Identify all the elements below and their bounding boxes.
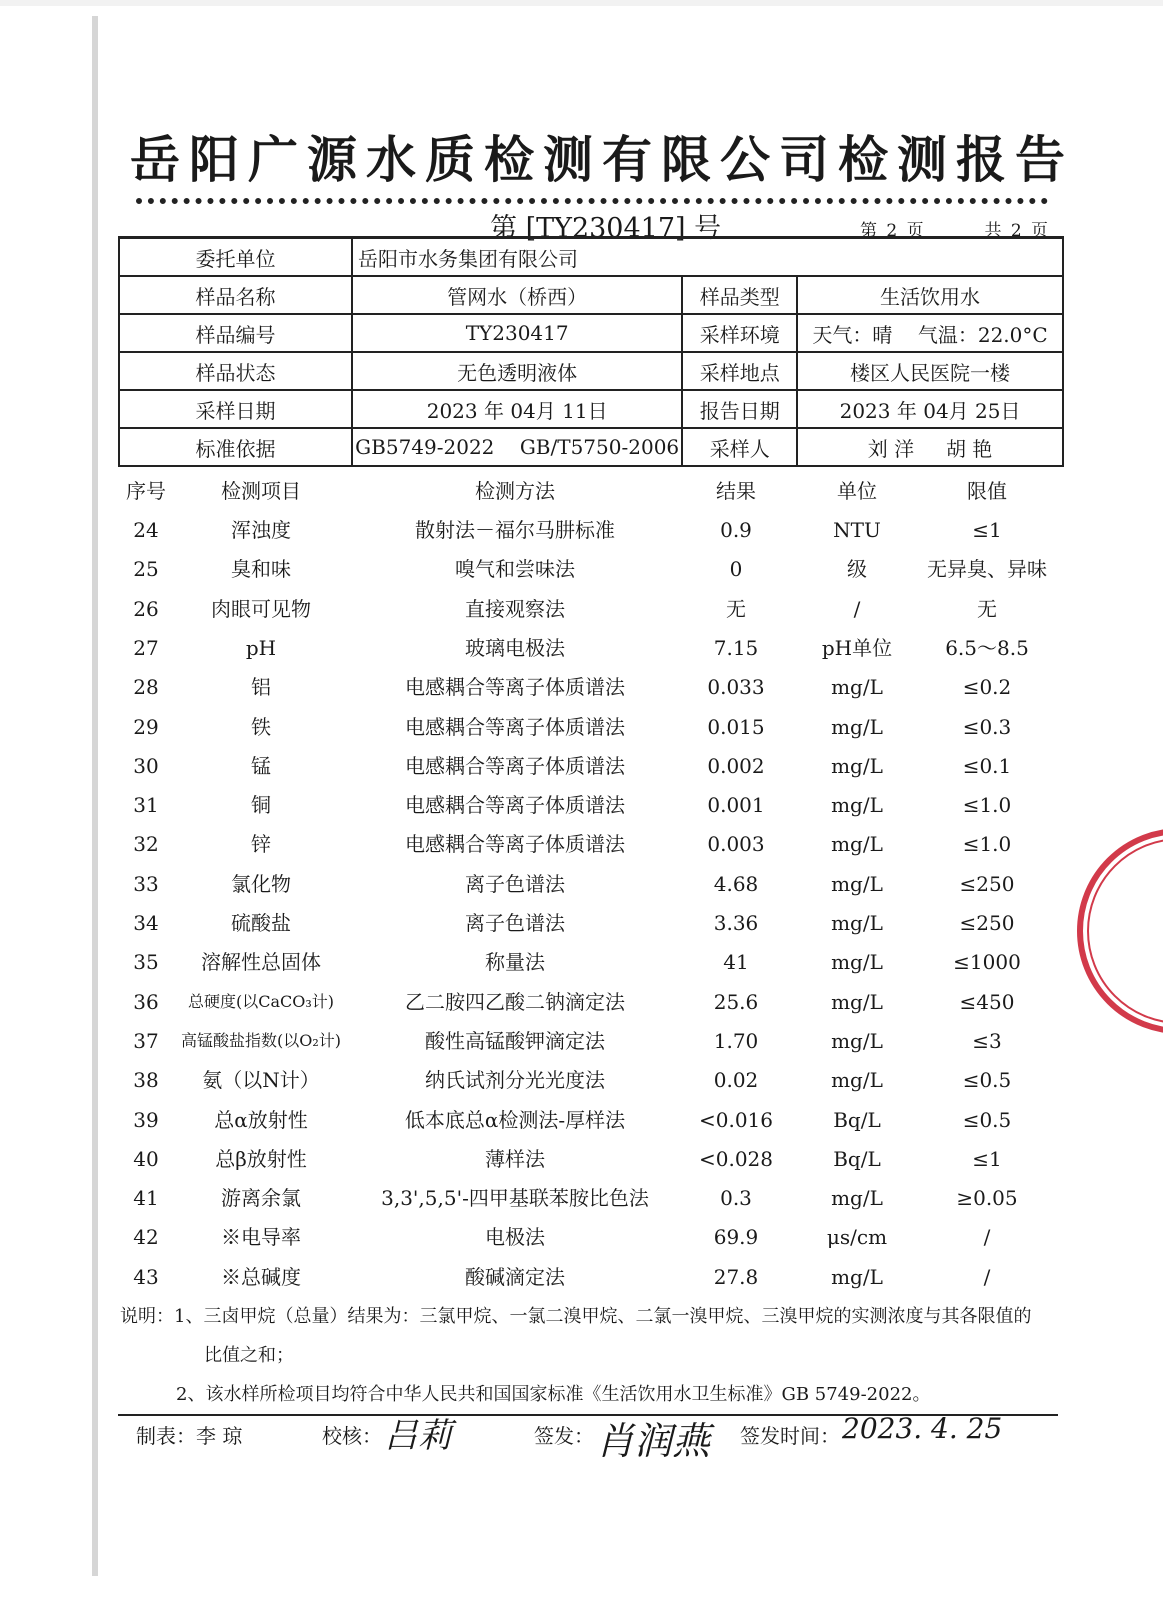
location-label: 采样地点 xyxy=(682,352,797,390)
sample-no-value: TY230417 xyxy=(352,314,682,352)
cell-unit: mg/L xyxy=(831,1186,883,1211)
page-total: 共 2 页 xyxy=(984,221,1051,241)
cell-unit: μs/cm xyxy=(826,1225,888,1250)
cell-seq: 29 xyxy=(133,714,159,739)
cell-unit: mg/L xyxy=(831,793,883,818)
cell-item: 溶解性总固体 xyxy=(201,950,321,975)
meta-row xyxy=(119,238,1063,277)
cell-method: 纳氏试剂分光光度法 xyxy=(425,1068,605,1093)
meta-row xyxy=(119,314,1063,352)
cell-result: 0.3 xyxy=(720,1186,752,1211)
cell-method: 电感耦合等离子体质谱法 xyxy=(405,832,625,857)
company-seal-icon xyxy=(1070,826,1163,1036)
issued-signature: 肖润燕 xyxy=(596,1419,711,1463)
cell-unit: mg/L xyxy=(831,911,883,935)
cell-unit: mg/L xyxy=(831,714,883,739)
cell-method: 电感耦合等离子体质谱法 xyxy=(405,714,625,739)
scan-fold-line xyxy=(92,16,98,1576)
cell-method: 离子色谱法 xyxy=(465,871,565,896)
header-seq: 序号 xyxy=(126,479,166,503)
cell-item: 臭和味 xyxy=(231,557,291,582)
cell-result: 无 xyxy=(726,596,746,621)
note-line-1: 说明：1、三卤甲烷（总量）结果为：三氯甲烷、一氯二溴甲烷、二氯一溴甲烷、三溴甲烷的实测浓度与其各限值的 xyxy=(120,1306,1032,1327)
cell-result: 0.015 xyxy=(707,714,765,739)
title-dotted-divider xyxy=(136,198,1048,204)
cell-result: 27.8 xyxy=(713,1264,759,1289)
cell-result: 0.002 xyxy=(707,753,765,778)
sample-date-value: 2023 年 04月 11日 xyxy=(352,390,682,428)
cell-seq: 28 xyxy=(133,675,159,700)
env-label: 采样环境 xyxy=(682,314,797,352)
issue-time-value: 2023. 4. 25 xyxy=(842,1412,1003,1445)
cell-method: 电极法 xyxy=(485,1225,545,1250)
sample-type-value: 生活饮用水 xyxy=(797,276,1063,314)
cell-result: <0.028 xyxy=(698,1146,773,1171)
report-title: 岳阳广源水质检测有限公司检测报告 xyxy=(130,131,1074,189)
cell-seq: 31 xyxy=(133,793,159,818)
cell-item: 氨（以N计） xyxy=(202,1068,320,1093)
cell-unit: mg/L xyxy=(831,675,883,700)
cell-method: 嗅气和尝味法 xyxy=(455,557,575,582)
meta-row xyxy=(119,428,1063,466)
cell-unit: mg/L xyxy=(831,950,883,975)
cell-method: 酸碱滴定法 xyxy=(465,1264,565,1289)
report-date-value: 2023 年 04月 25日 xyxy=(797,390,1063,428)
cell-result: 0.003 xyxy=(707,832,765,857)
cell-seq: 43 xyxy=(133,1264,159,1289)
meta-row xyxy=(119,352,1063,390)
cell-limit: ≤0.5 xyxy=(962,1107,1012,1132)
cell-limit: ≤450 xyxy=(959,989,1015,1014)
cell-seq: 24 xyxy=(133,518,159,542)
state-value: 无色透明液体 xyxy=(352,352,682,390)
cell-seq: 25 xyxy=(133,557,159,582)
standard-label: 标准依据 xyxy=(119,428,352,466)
issued-by-label: 签发： xyxy=(534,1424,594,1448)
cell-item: 浑浊度 xyxy=(231,518,291,542)
cell-item: 锰 xyxy=(251,753,271,778)
cell-item: 总硬度(以CaCO₃计) xyxy=(187,991,335,1011)
cell-unit: mg/L xyxy=(831,871,883,896)
cell-item: 铜 xyxy=(251,793,271,818)
cell-item: 总β放射性 xyxy=(215,1146,307,1171)
cell-method: 薄样法 xyxy=(485,1146,545,1171)
cell-seq: 26 xyxy=(133,596,159,621)
sample-type-label: 样品类型 xyxy=(682,276,797,314)
cell-result: 0.001 xyxy=(707,793,765,818)
checked-by-label: 校核： xyxy=(322,1424,382,1448)
cell-item: ※电导率 xyxy=(221,1225,301,1250)
sample-no-label: 样品编号 xyxy=(119,314,352,352)
cell-result: <0.016 xyxy=(698,1107,773,1132)
cell-unit: mg/L xyxy=(831,753,883,778)
meta-row xyxy=(119,390,1063,428)
cell-result: 0.033 xyxy=(707,675,765,700)
page-current: 第 2 页 xyxy=(860,221,926,241)
cell-seq: 34 xyxy=(133,911,159,935)
cell-seq: 30 xyxy=(133,753,159,778)
sample-name-label: 样品名称 xyxy=(119,276,352,314)
cell-unit: mg/L xyxy=(831,1068,883,1093)
cell-item: 高锰酸盐指数(以O₂计) xyxy=(180,1030,342,1050)
cell-result: 3.36 xyxy=(713,911,759,935)
header-limit: 限值 xyxy=(967,479,1007,503)
cell-seq: 32 xyxy=(133,832,159,857)
cell-seq: 42 xyxy=(133,1225,159,1250)
meta-row xyxy=(119,276,1063,314)
cell-limit: ≤0.2 xyxy=(962,675,1012,700)
cell-method: 低本底总α检测法-厚样法 xyxy=(404,1107,626,1132)
cell-method: 玻璃电极法 xyxy=(465,635,565,660)
cell-item: 肉眼可见物 xyxy=(211,596,311,621)
note-line-2: 比值之和； xyxy=(204,1345,294,1366)
cell-limit: ≤1 xyxy=(972,518,1002,542)
report-number: 第 [TY230417] 号 xyxy=(490,213,722,244)
cell-limit: ≤1.0 xyxy=(962,832,1012,857)
cell-method: 电感耦合等离子体质谱法 xyxy=(405,753,625,778)
cell-result: 1.70 xyxy=(713,1028,759,1053)
client-label: 委托单位 xyxy=(119,238,352,277)
cell-limit: ≤250 xyxy=(959,871,1015,896)
cell-item: 铁 xyxy=(251,714,271,739)
cell-result: 41 xyxy=(723,950,749,975)
cell-limit: ≤3 xyxy=(972,1028,1002,1053)
cell-unit: mg/L xyxy=(831,1028,883,1053)
cell-unit: NTU xyxy=(833,518,881,542)
cell-limit: ≤1 xyxy=(972,1146,1002,1171)
cell-method: 电感耦合等离子体质谱法 xyxy=(405,793,625,818)
cell-limit: ≤0.5 xyxy=(962,1068,1012,1093)
cell-item: 氯化物 xyxy=(231,871,291,896)
cell-seq: 38 xyxy=(133,1068,159,1093)
cell-unit: Bq/L xyxy=(833,1146,881,1171)
cell-item: 总α放射性 xyxy=(214,1107,308,1132)
cell-limit: ≤1.0 xyxy=(962,793,1012,818)
header-method: 检测方法 xyxy=(475,479,555,503)
cell-unit: 级 xyxy=(847,557,867,582)
cell-item: 硫酸盐 xyxy=(231,911,291,935)
header-item: 检测项目 xyxy=(221,479,301,503)
cell-seq: 36 xyxy=(133,989,159,1014)
scan-border xyxy=(0,0,1163,6)
cell-result: 0 xyxy=(729,557,743,582)
cell-limit: ≥0.05 xyxy=(956,1186,1018,1211)
cell-seq: 41 xyxy=(133,1186,159,1211)
cell-limit: / xyxy=(983,1225,991,1250)
cell-unit: / xyxy=(853,596,861,621)
cell-method: 3,3',5,5'-四甲基联苯胺比色法 xyxy=(381,1186,649,1211)
cell-limit: 无异臭、异味 xyxy=(927,557,1047,582)
cell-item: 锌 xyxy=(251,832,271,857)
state-label: 样品状态 xyxy=(119,352,352,390)
report-date-label: 报告日期 xyxy=(682,390,797,428)
location-value: 楼区人民医院一楼 xyxy=(797,352,1063,390)
cell-method: 称量法 xyxy=(485,950,545,975)
cell-result: 25.6 xyxy=(713,989,759,1014)
seal-ring-inner xyxy=(1088,839,1163,1023)
cell-limit: 无 xyxy=(977,596,997,621)
cell-unit: mg/L xyxy=(831,989,883,1014)
cell-seq: 40 xyxy=(133,1146,159,1171)
cell-limit: 6.5～8.5 xyxy=(945,635,1029,660)
cell-result: 7.15 xyxy=(713,635,759,660)
cell-seq: 33 xyxy=(133,871,159,896)
cell-seq: 39 xyxy=(133,1107,159,1132)
sample-name-value: 管网水（桥西） xyxy=(352,276,682,314)
cell-limit: ≤250 xyxy=(959,911,1015,935)
sampler-value: 刘 洋 胡 艳 xyxy=(797,428,1063,466)
cell-limit: / xyxy=(983,1264,991,1289)
cell-limit: ≤0.1 xyxy=(962,753,1012,778)
cell-item: 游离余氯 xyxy=(221,1186,301,1211)
cell-method: 散射法－福尔马肼标准 xyxy=(415,518,615,542)
cell-item: pH xyxy=(245,635,277,660)
cell-result: 0.9 xyxy=(720,518,752,542)
cell-method: 乙二胺四乙酸二钠滴定法 xyxy=(405,989,625,1014)
cell-seq: 35 xyxy=(133,950,159,975)
cell-method: 直接观察法 xyxy=(465,596,565,621)
cell-seq: 37 xyxy=(133,1028,159,1053)
header-unit: 单位 xyxy=(837,479,877,503)
env-value: 天气：晴 气温：22.0°C xyxy=(797,314,1063,352)
cell-method: 离子色谱法 xyxy=(465,911,565,935)
header-result: 结果 xyxy=(716,479,756,503)
cell-unit: pH单位 xyxy=(821,635,893,660)
cell-unit: mg/L xyxy=(831,1264,883,1289)
cell-method: 电感耦合等离子体质谱法 xyxy=(405,675,625,700)
client-value: 岳阳市水务集团有限公司 xyxy=(352,238,1063,277)
cell-method: 酸性高锰酸钾滴定法 xyxy=(425,1028,605,1053)
checked-signature: 吕莉 xyxy=(384,1416,452,1456)
prepared-by: 制表：李 琼 xyxy=(136,1424,243,1448)
cell-result: 4.68 xyxy=(713,871,759,896)
cell-result: 0.02 xyxy=(713,1068,759,1093)
sampler-label: 采样人 xyxy=(682,428,797,466)
cell-unit: mg/L xyxy=(831,832,883,857)
cell-unit: Bq/L xyxy=(833,1107,881,1132)
note-line-3: 2、该水样所检项目均符合中华人民共和国国家标准《生活饮用水卫生标准》GB 5749-2022。 xyxy=(176,1384,931,1405)
sample-date-label: 采样日期 xyxy=(119,390,352,428)
issue-time-label: 签发时间： xyxy=(740,1424,840,1448)
cell-result: 69.9 xyxy=(713,1225,759,1250)
cell-item: ※总碱度 xyxy=(221,1264,301,1289)
cell-item: 铝 xyxy=(251,675,271,700)
cell-limit: ≤0.3 xyxy=(962,714,1012,739)
standard-value: GB5749-2022 GB/T5750-2006 xyxy=(352,428,682,466)
sample-info-table xyxy=(118,236,1064,467)
cell-limit: ≤1000 xyxy=(953,950,1021,975)
cell-seq: 27 xyxy=(133,635,159,660)
